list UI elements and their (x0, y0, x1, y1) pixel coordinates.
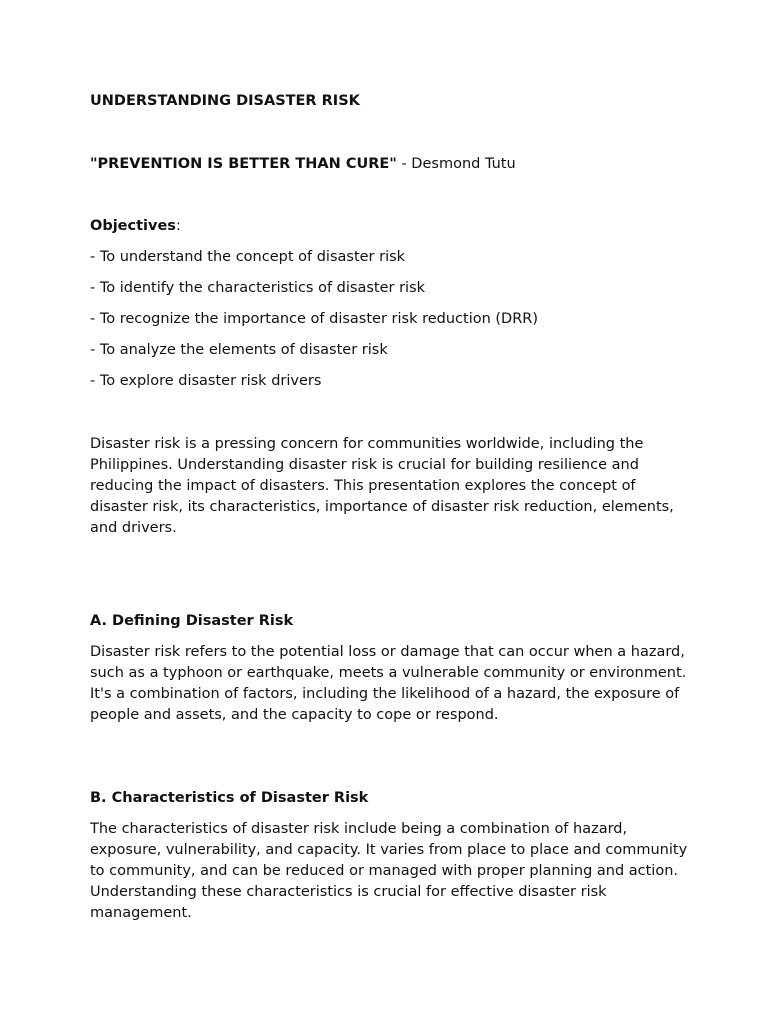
objective-item: - To understand the concept of disaster risk (90, 249, 406, 265)
section-defining-disaster-risk (90, 611, 690, 726)
objective-item: - To analyze the elements of disaster risk (90, 342, 388, 358)
objectives-block (90, 216, 690, 392)
section-body: The characteristics of disaster risk include being a combination of hazard, exposure, vulnerability, and capacity. It varies from place to place and community to community, and can be reduced or managed with proper planning and action. Understanding these characteristics is crucial for effective disaster risk management. (90, 821, 688, 921)
section-body: Disaster risk refers to the potential loss or damage that can occur when a hazard, such as a typhoon or earthquake, meets a vulnerable community or environment. It's a combination of factors, including the likelihood of a hazard, the exposure of people and assets, and the capacity to cope or respond. (90, 644, 687, 723)
objectives-heading (90, 216, 690, 237)
document-title: UNDERSTANDING DISASTER RISK (90, 93, 360, 109)
objective-list (90, 247, 690, 392)
quote-attribution: - Desmond Tutu (396, 156, 516, 172)
section-heading: B. Characteristics of Disaster Risk (90, 790, 369, 806)
objective-item: - To recognize the importance of disaster risk reduction (DRR) (90, 311, 539, 327)
objective-item: - To explore disaster risk drivers (90, 373, 322, 389)
quote-line (90, 154, 516, 175)
objectives-label: Objectives (90, 218, 176, 234)
quote-text: "PREVENTION IS BETTER THAN CURE" (90, 156, 397, 172)
intro-paragraph: Disaster risk is a pressing concern for communities worldwide, including the Philippines. Understanding disaster risk is crucial for building resilience and reducing the impact of disasters. This presentation explores the concept of disaster risk, its characteristics, importance of disaster risk reduction, elements, and drivers. (90, 436, 674, 536)
section-characteristics-of-disaster-risk (90, 788, 690, 924)
objective-item: - To identify the characteristics of disaster risk (90, 280, 426, 296)
objectives-colon: : (175, 218, 181, 234)
section-heading: A. Defining Disaster Risk (90, 613, 294, 629)
